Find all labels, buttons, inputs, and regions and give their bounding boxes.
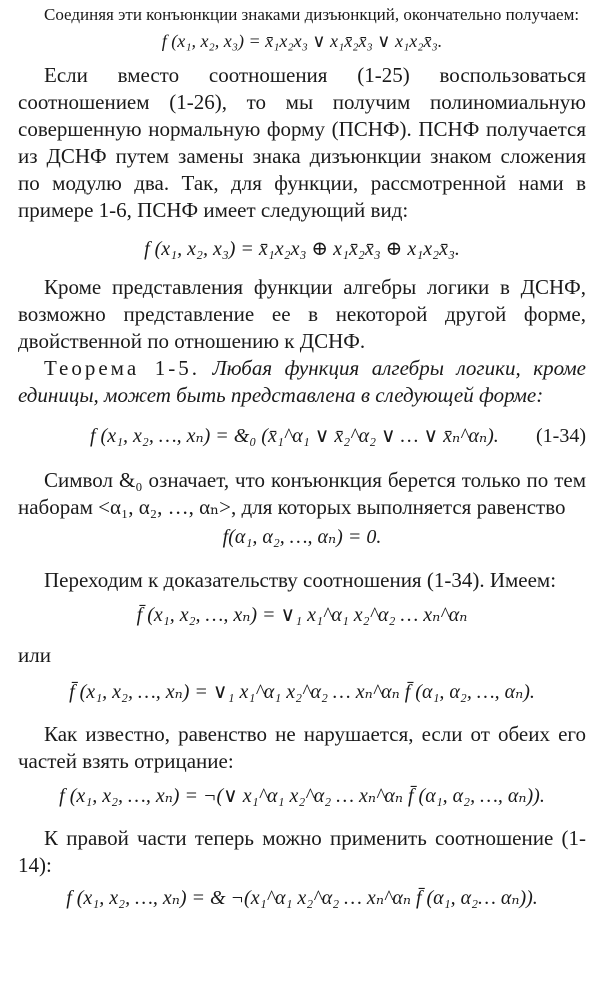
theorem-label: Теорема 1-5. xyxy=(44,356,200,380)
paragraph-5: Переходим к доказательству соотношения (1-34). Имеем: xyxy=(44,568,557,592)
word-ili: или xyxy=(18,643,51,667)
paragraph-6: Как известно, равенство не нарушается, если от обеих его частей взять отрицание: xyxy=(18,722,586,773)
formula-psnf: f (x₁, x₂, x₃) = x̄₁x₂x₃ ⊕ x₁x̄₂x̄₃ ⊕ x₁x₂x̄₃. xyxy=(144,238,460,260)
paragraph-4: Символ &₀ означает, что конъюнкция берется только по тем наборам <α₁, α₂, …, αₙ>, для которых выполняется равенство xyxy=(18,468,586,519)
equation-number: (1-34) xyxy=(536,425,586,447)
formula-1-34 xyxy=(18,421,586,451)
formula-negation-2: f̄ (x₁, x₂, …, xₙ) = ∨₁ x₁^α₁ x₂^α₂ … xₙ^αₙ f̄ (α₁, α₂, …, αₙ). xyxy=(69,681,535,703)
formula-final: f (x₁, x₂, …, xₙ) = & ¬(x₁^α₁ x₂^α₂ … xₙ^αₙ f̄ (α₁, α₂… αₙ)). xyxy=(66,887,538,909)
paragraph-1: Соединяя эти конъюнкции знаками дизъюнкций, окончательно получаем: xyxy=(44,5,580,24)
formula-negation-1: f̄ (x₁, x₂, …, xₙ) = ∨₁ x₁^α₁ x₂^α₂ … xₙ^αₙ xyxy=(136,604,468,626)
formula-1-34-body: f (x₁, x₂, …, xₙ) = &₀ (x̄₁^α₁ ∨ x̄₂^α₂ ∨ … ∨ x̄ₙ^αₙ). xyxy=(90,425,499,447)
formula-dsnf: f (x₁, x₂, x₃) = x̄₁x₂x₃ ∨ x₁x̄₂x̄₃ ∨ x₁x₂x̄₃. xyxy=(161,31,443,51)
formula-negation-3: f (x₁, x₂, …, xₙ) = ¬(∨ x₁^α₁ x₂^α₂ … xₙ^αₙ f̄ (α₁, α₂, …, αₙ)). xyxy=(59,785,545,807)
paragraph-2: Если вместо соотношения (1-25) воспользоваться соотношением (1-26), то мы получим полиномиальную совершенную нормальную форму (ПСНФ). ПСНФ получается из ДСНФ путем замены знака дизъюнкции знаком сложения по модулю два. Так, для функции, рассмотренной нами в примере 1-6, ПСНФ имеет следующий вид: xyxy=(18,63,586,222)
theorem-text: Любая функция алгебры логики, кроме единицы, может быть представлена в следующей форме: xyxy=(18,356,587,407)
theorem-paragraph xyxy=(18,355,586,409)
paragraph-7: К правой части теперь можно применить соотношение (1-14): xyxy=(18,826,586,877)
paragraph-3: Кроме представления функции алгебры логики в ДСНФ, возможно представление ее в некоторой другой форме, двойственной по отношению к ДСНФ. xyxy=(18,275,586,353)
formula-equality: f(α₁, α₂, …, αₙ) = 0. xyxy=(222,526,382,548)
